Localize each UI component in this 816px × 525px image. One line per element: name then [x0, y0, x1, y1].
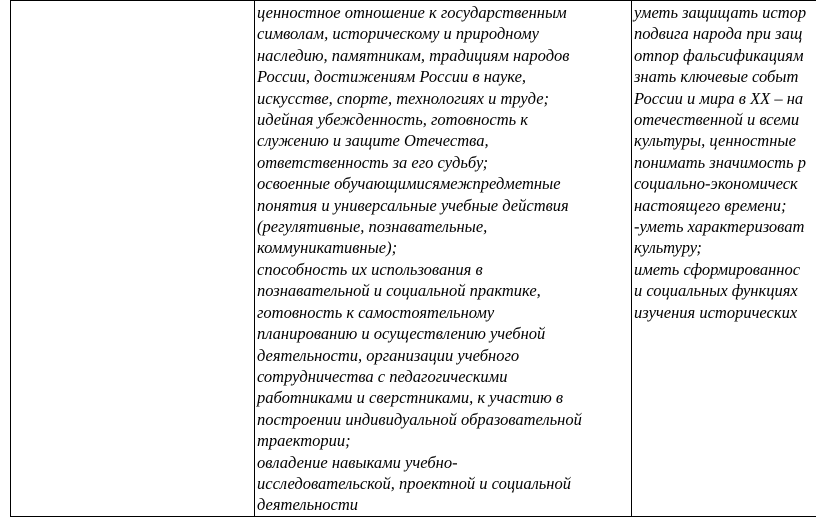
- table-cell-empty: [11, 1, 255, 517]
- left-cell-text: [11, 1, 254, 2]
- document-table: [10, 0, 816, 517]
- table-row: [11, 1, 816, 517]
- table-cell-personal-results: [255, 1, 632, 517]
- middle-cell-text: ценностное отношение к государственным символам, историческому и природному наследию, памятникам, традициям народов России, достижениям России в науке, искусстве, спорте, технологиях и труде; идейная убежденность, готовность к служению и защите Отечества, ответственность за его судьбу; освоенные обучающимисямежпредметные понятия и универсальные учебные действия (регулятивные, познавательные, коммуникативные); способность их использования в познавательной и социальной практике, готовность к самостоятельному планированию и осуществлению учебной деятельности, организации учебного сотрудничества с педагогическими работниками и сверстниками, к участию в построении индивидуальной образовательной траектории; овладение навыками учебно- исследовательской, проектной и социальной деятельности: [257, 3, 582, 515]
- table-cell-subject-results: [632, 1, 816, 517]
- right-cell-text: уметь защищать истор подвига народа при защ отпор фальсификациям знать ключевые событ России и мира в ХХ – на отечественной и всеми культуры, ценностные понимать значимость р социально-экономическ настоящего времени; -уметь характеризоват культуру; иметь сформированнос и социальных функциях изучения исторических: [634, 3, 807, 322]
